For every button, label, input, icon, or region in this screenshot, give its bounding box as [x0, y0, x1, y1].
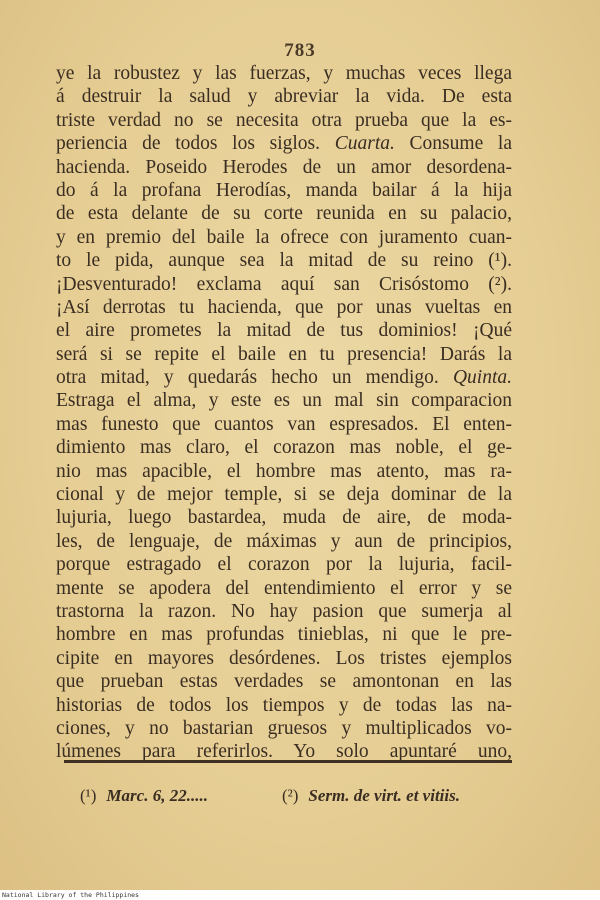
- text-line: dimiento mas claro, el corazon mas noble, el ge-: [56, 437, 512, 459]
- text-line: ciones, y no bastarian gruesos y multiplicados vo-: [56, 717, 512, 739]
- text-line: ¡Así derrotas tu hacienda, que por unas vueltas en: [56, 296, 512, 318]
- text-line: porque estragado el corazon por la lujuria, facil-: [56, 554, 512, 576]
- text-line: á destruir la salud y abreviar la vida. De esta: [56, 86, 512, 108]
- text-line: triste verdad no se necesita otra prueba que la es-: [56, 109, 512, 131]
- footnote-1-text: Marc. 6, 22.....: [106, 786, 208, 805]
- text-line: de esta delante de su corte reunida en su palacio,: [56, 203, 512, 225]
- footnote-rule: [64, 760, 512, 763]
- footnote-1: [80, 786, 208, 806]
- text-line: será si se repite el baile en tu presencia! Darás la: [56, 343, 512, 365]
- text-line: hacienda. Poseido Herodes de un amor desordena-: [56, 156, 512, 178]
- text-line: do á la profana Herodías, manda bailar á la hija: [56, 179, 512, 201]
- page-number: 783: [284, 40, 316, 61]
- text-line: lujuria, luego bastardea, muda de aire, de moda-: [56, 507, 512, 529]
- text-line: el aire prometes la mitad de tus dominios! ¡Qué: [56, 320, 512, 342]
- text-line: ye la robustez y las fuerzas, y muchas veces llega: [56, 63, 512, 84]
- text-line: trastorna la razon. No hay pasion que sumerja al: [56, 600, 512, 622]
- text-line: periencia de todos los siglos. Cuarta. Consume la: [56, 133, 512, 155]
- text-line: otra mitad, y quedarás hecho un mendigo. Quinta.: [56, 367, 512, 389]
- footnote-2: [282, 786, 460, 806]
- text-line: nio mas apacible, el hombre mas atento, mas ra-: [56, 460, 512, 482]
- text-line: lúmenes para referirlos. Yo solo apuntaré uno,: [56, 741, 512, 763]
- footnote-2-mark: (²): [282, 786, 299, 805]
- text-line: mente se apodera del entendimiento el error y se: [56, 577, 512, 599]
- footnote-2-text: Serm. de virt. et vitiis.: [308, 786, 460, 805]
- footnote-1-mark: (¹): [80, 786, 97, 805]
- text-line: historias de todos los tiempos y de todas las na-: [56, 694, 512, 716]
- text-line: to le pida, aunque sea la mitad de su reino (¹).: [56, 250, 512, 272]
- text-line: hombre en mas profundas tinieblas, ni que le pre-: [56, 624, 512, 646]
- text-line: cipite en mayores desórdenes. Los tristes ejemplos: [56, 647, 512, 669]
- text-line: mas funesto que cuantos van espresados. El enten-: [56, 413, 512, 435]
- text-line: Estraga el alma, y este es un mal sin comparacion: [56, 390, 512, 412]
- text-line: cional y de mejor temple, si se deja dominar de la: [56, 484, 512, 506]
- library-credit: National Library of the Philippines: [2, 891, 139, 899]
- body-text: [56, 62, 512, 764]
- text-line: y en premio del baile la ofrece con juramento cuan-: [56, 226, 512, 248]
- text-line: ¡Desventurado! exclama aquí san Crisóstomo (²).: [56, 273, 512, 295]
- text-line: que prueban estas verdades se amontonan en las: [56, 671, 512, 693]
- text-line: les, de lenguaje, de máximas y aun de principios,: [56, 530, 512, 552]
